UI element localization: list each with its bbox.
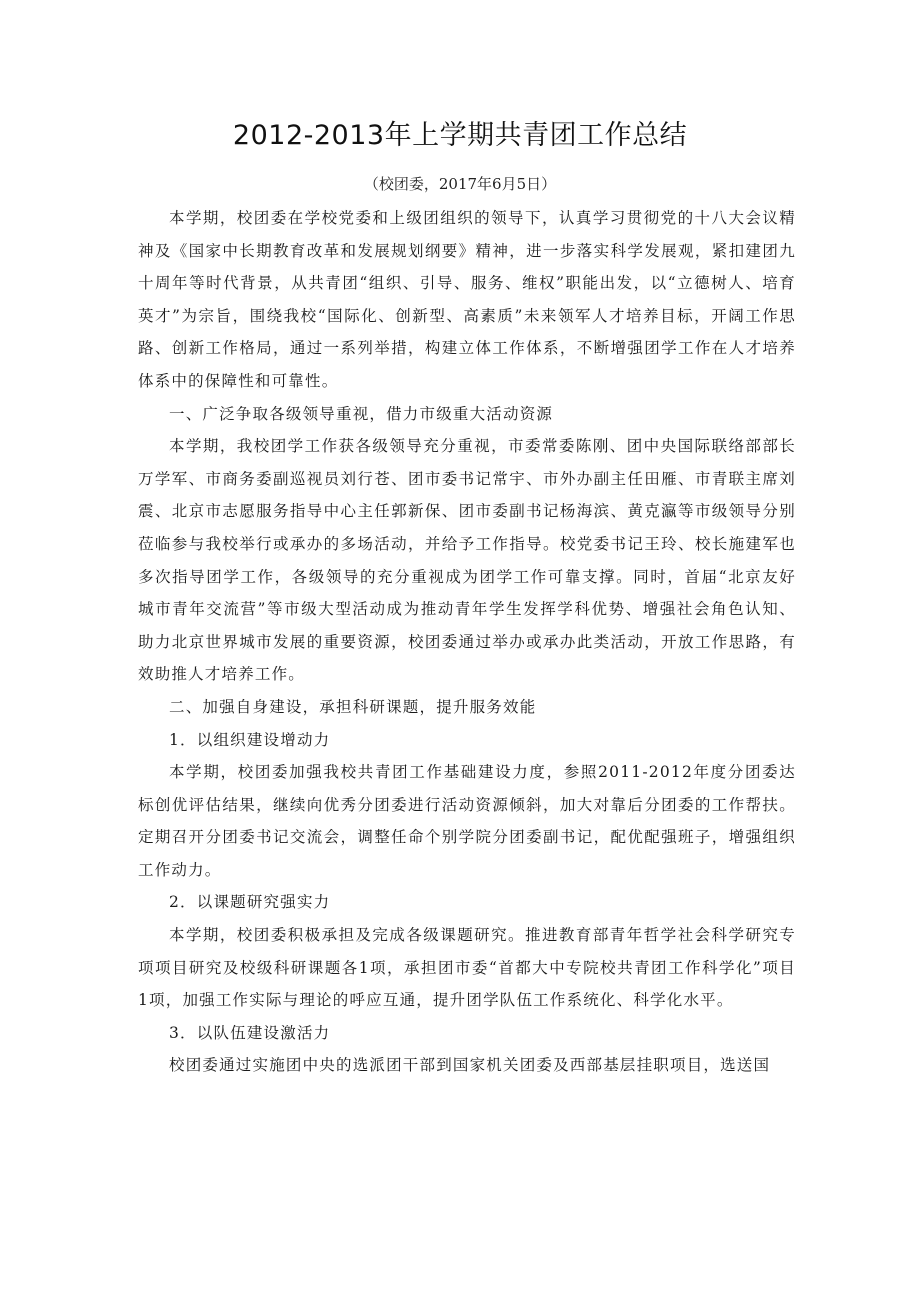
section-1-paragraph: 本学期，我校团学工作获各级领导充分重视，市委常委陈刚、团中央国际联络部部长万学军、市商务委副巡视员刘行苍、团市委书记常宇、市外办副主任田雁、市青联主席刘震、北京市志愿服务指导中心主任郭新保、团市委副书记杨海滨、黄克瀛等市级领导分别莅临参与我校举行或承办的多场活动，并给予工作指导。校党委书记王玲、校长施建军也多次指导团学工作，各级领导的充分重视成为团学工作可靠支撑。同时，首届“北京友好城市青年交流营”等市级大型活动成为推动青年学生发挥学科优势、增强社会角色认知、助力北京世界城市发展的重要资源，校团委通过举办或承办此类活动，开放工作思路，有效助推人才培养工作。 [138, 437, 796, 684]
subsection-2-paragraph: 本学期，校团委积极承担及完成各级课题研究。推进教育部青年哲学社会科学研究专项项目研究及校级科研课题各1项，承担团市委“首都大中专院校共青团工作科学化”项目1项，加强工作实际与理论的呼应互通，提升团学队伍工作系统化、科学化水平。 [138, 926, 796, 1010]
document-title: 2012-2013年上学期共青团工作总结 [232, 120, 688, 151]
subheading-2: 2．以课题研究强实力 [169, 893, 331, 912]
document-subtitle: （校团委，2017年6月5日） [363, 175, 557, 193]
subheading-3: 3．以队伍建设激活力 [169, 1023, 331, 1042]
subsection-3-paragraph: 校团委通过实施团中央的选派团干部到国家机关团委及西部基层挂职项目，选送国 [169, 1056, 771, 1075]
section-heading-2: 二、加强自身建设，承担科研课题，提升服务效能 [169, 697, 537, 716]
subheading-1: 1．以组织建设增动力 [169, 730, 331, 749]
intro-paragraph: 本学期，校团委在学校党委和上级团组织的领导下，认真学习贯彻党的十八大会议精神及《国家中长期教育改革和发展规划纲要》精神，进一步落实科学发展观，紧扣建团九十周年等时代背景，从共青团“组织、引导、服务、维权”职能出发，以“立德树人、培育英才”为宗旨，围绕我校“国际化、创新型、高素质”未来领军人才培养目标，开阔工作思路、创新工作格局，通过一系列举措，构建立体工作体系，不断增强团学工作在人才培养体系中的保障性和可靠性。 [138, 209, 796, 390]
document-body [138, 202, 796, 1082]
section-heading-1: 一、广泛争取各级领导重视，借力市级重大活动资源 [169, 404, 554, 423]
subsection-1-paragraph: 本学期，校团委加强我校共青团工作基础建设力度，参照2011-2012年度分团委达标创优评估结果，继续向优秀分团委进行活动资源倾斜，加大对靠后分团委的工作帮扶。定期召开分团委书记交流会，调整任命个别学院分团委副书记，配优配强班子，增强组织工作动力。 [138, 763, 796, 879]
